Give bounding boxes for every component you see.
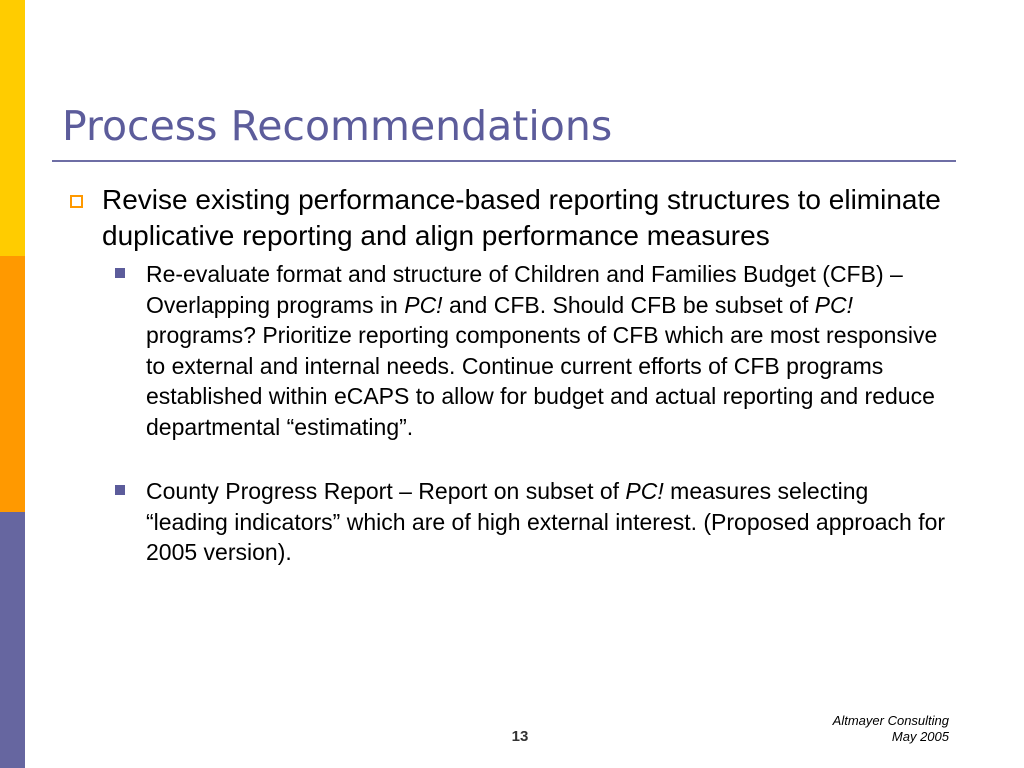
side-bar-purple <box>0 512 25 768</box>
sub-bullet-text-part: County Progress Report – Report on subset of <box>146 478 626 504</box>
sub-bullet-text-part: measures selecting “leading indicators” which are of high external interest. (Proposed approach for 2005 version). <box>146 478 946 565</box>
hollow-square-bullet-icon <box>70 195 83 208</box>
footer-date: May 2005 <box>891 729 949 744</box>
footer-credits <box>833 713 949 745</box>
sub-bullet-item <box>62 259 952 442</box>
footer-company: Altmayer Consulting <box>832 713 949 728</box>
slide-content <box>62 182 952 568</box>
side-bar-yellow <box>0 0 25 256</box>
program-name-emphasis: PC! <box>625 478 664 504</box>
program-name-emphasis: PC! <box>814 291 853 318</box>
page-number: 13 <box>511 728 529 745</box>
sub-bullet-item <box>62 476 952 568</box>
main-bullet-text: Revise existing performance-based reporting structures to eliminate duplicative reporting and align performance measures <box>102 184 941 251</box>
sub-bullet-text <box>146 478 945 565</box>
filled-square-bullet-icon <box>115 268 125 278</box>
sub-bullet-text-part: programs? Prioritize reporting components of CFB which are most responsive to external and internal needs. Continue current efforts of CFB programs established within eCAPS to allow for budget and actual reporting and reduce departmental “estimating”. <box>146 322 938 440</box>
sub-bullet-text-part: and CFB. Should CFB be subset of <box>442 291 815 318</box>
filled-square-bullet-icon <box>115 485 125 495</box>
sub-bullet-text <box>146 261 937 440</box>
sub-bullet-text-part: Re-evaluate format and structure of Children and Families Budget (CFB) – Overlapping programs in <box>146 261 903 318</box>
title-divider <box>52 160 956 162</box>
side-bar-orange <box>0 256 25 512</box>
program-name-emphasis: PC! <box>404 291 443 318</box>
slide-title: Process Recommendations <box>62 102 613 150</box>
main-bullet-item <box>62 182 952 254</box>
